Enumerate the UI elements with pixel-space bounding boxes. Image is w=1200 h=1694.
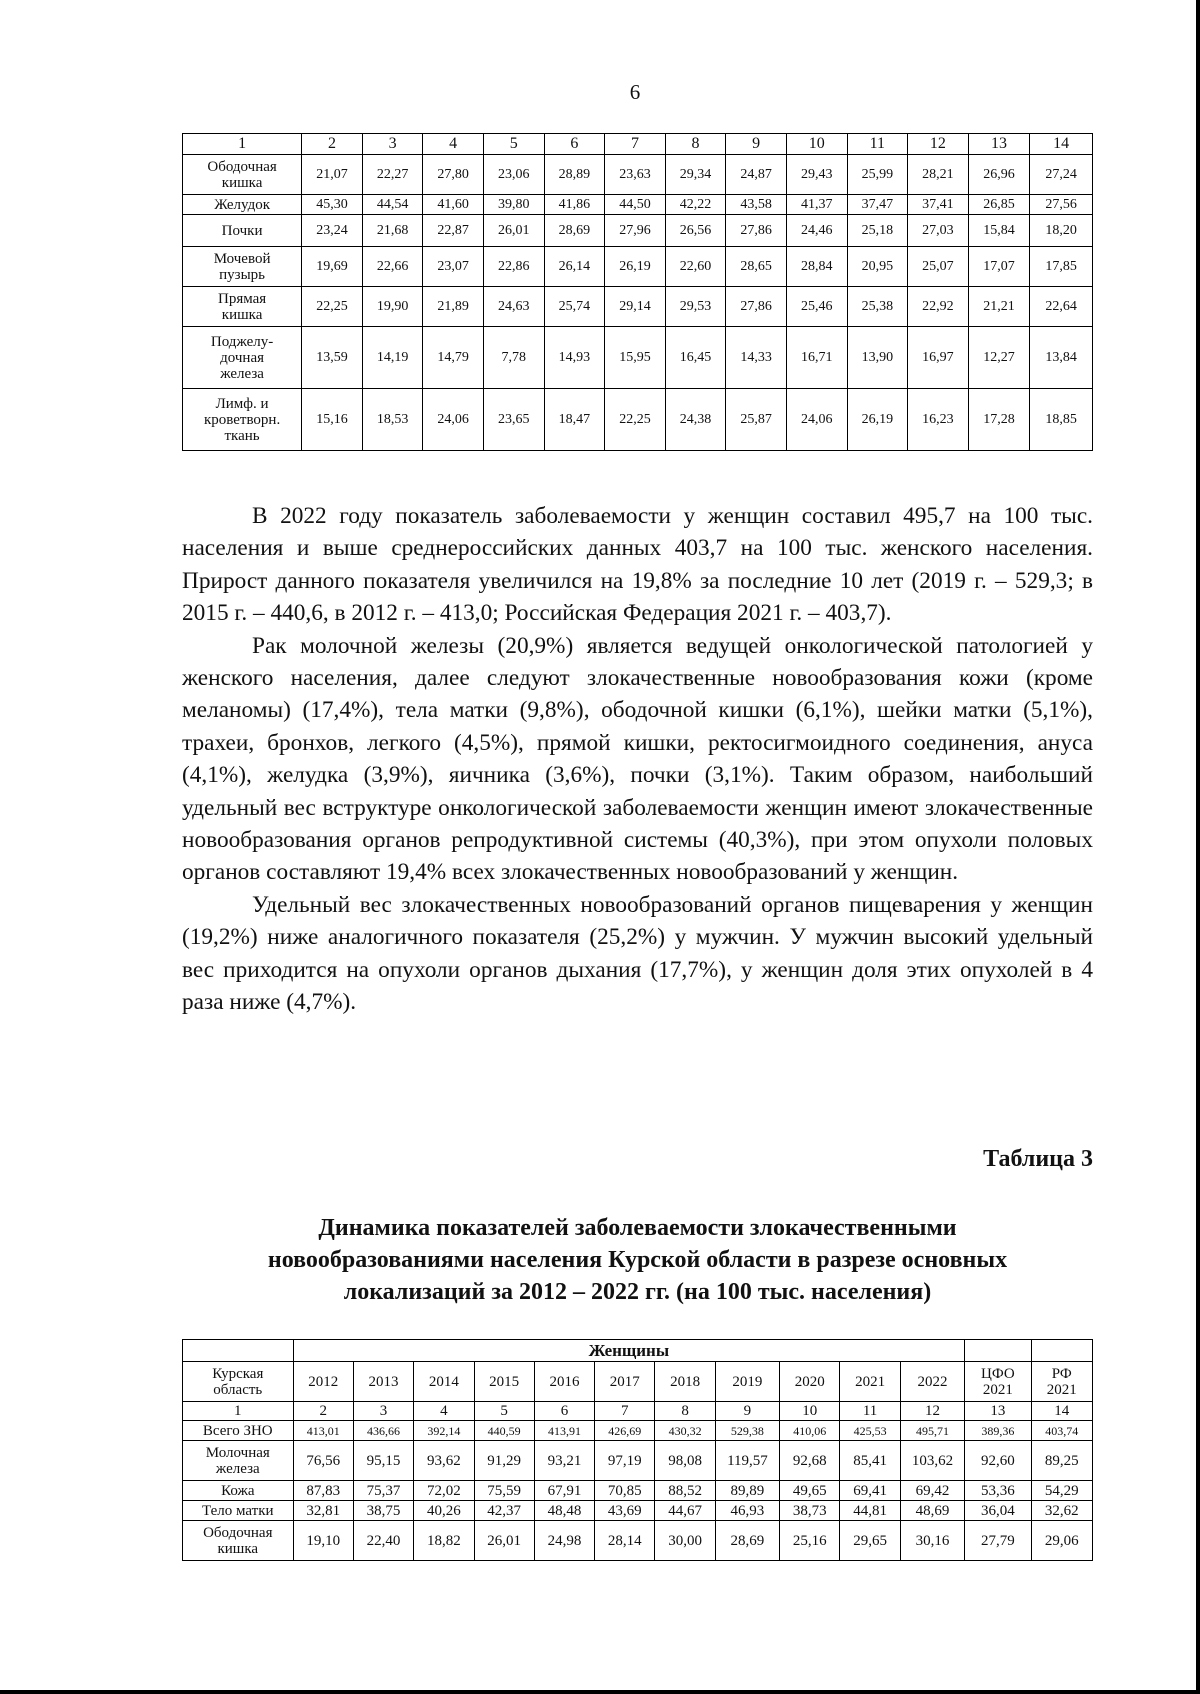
table-row [183, 389, 1093, 451]
table-cell: 38,73 [780, 1501, 840, 1521]
row-label [183, 1421, 294, 1441]
table-cell: 17,85 [1030, 247, 1093, 287]
table-cell: 43,58 [726, 195, 787, 215]
column-number: 3 [353, 1402, 413, 1421]
table-cell: 436,66 [353, 1421, 413, 1441]
table-cell: 440,59 [474, 1421, 534, 1441]
row-label-text: Мочевой [213, 250, 271, 267]
row-label-text: дочная [220, 349, 265, 366]
row-label-text: Кожа [221, 1482, 255, 1499]
table-cell: 27,86 [726, 287, 787, 327]
column-number: 12 [900, 1402, 964, 1421]
table-cell: 76,56 [293, 1441, 353, 1481]
empty-cell [183, 1340, 294, 1362]
table-cell: 14,19 [362, 327, 423, 389]
column-number: 7 [605, 134, 666, 155]
row-label [183, 287, 302, 327]
year-header: 2014 [414, 1362, 474, 1402]
table-row [183, 1421, 1093, 1441]
table-cell: 413,91 [534, 1421, 594, 1441]
page-number: 6 [629, 80, 641, 104]
cfo-header-text: 2021 [982, 1381, 1013, 1398]
table-cell: 32,81 [293, 1501, 353, 1521]
table-row [183, 1501, 1093, 1521]
table-title [182, 1212, 1093, 1308]
cfo-header-text: ЦФО [981, 1365, 1015, 1382]
column-number: 10 [786, 134, 847, 155]
table-cell: 28,69 [544, 215, 605, 247]
row-label [183, 195, 302, 215]
table-cell: 18,82 [414, 1521, 474, 1561]
row-label-text: пузырь [219, 266, 266, 283]
table-cell: 91,29 [474, 1441, 534, 1481]
table-cell: 430,32 [655, 1421, 715, 1441]
column-number: 8 [655, 1402, 715, 1421]
column-number: 8 [665, 134, 726, 155]
table-cell: 14,93 [544, 327, 605, 389]
table-cell: 119,57 [715, 1441, 779, 1481]
column-number: 6 [544, 134, 605, 155]
row-label [183, 389, 302, 451]
table-cell: 40,26 [414, 1501, 474, 1521]
table-cell: 23,07 [423, 247, 484, 287]
row-label [183, 247, 302, 287]
table-cell: 22,40 [353, 1521, 413, 1561]
table-cell: 67,91 [534, 1481, 594, 1501]
paragraph: В 2022 году показатель заболеваемости у женщин составил 495,7 на 100 тыс. населения и выше среднероссийских данных 403,7 на 100 тыс. женского населения. Прирост данного показателя увеличился на 19,8% за последние 10 лет (2019 г. – 529,3; в 2015 г. – 440,6, в 2012 г. – 413,0; Российская Федерация 2021 г. – 403,7). [182, 503, 1093, 627]
column-number: 13 [968, 134, 1030, 155]
table-row [183, 287, 1093, 327]
region-header-text: Курская [212, 1365, 264, 1382]
incidence-table-continued [182, 133, 1093, 451]
table-row [183, 1481, 1093, 1501]
row-label [183, 327, 302, 389]
table-cell: 46,93 [715, 1501, 779, 1521]
table-row [183, 247, 1093, 287]
table-cell: 22,87 [423, 215, 484, 247]
table-cell: 27,56 [1030, 195, 1093, 215]
table-cell: 28,84 [786, 247, 847, 287]
row-label-text: Поджелу- [210, 333, 274, 350]
table-cell: 25,87 [726, 389, 787, 451]
table-cell: 22,25 [605, 389, 666, 451]
table-cell: 27,03 [908, 215, 969, 247]
year-header: 2012 [293, 1362, 353, 1402]
table-cell: 89,25 [1031, 1441, 1092, 1481]
table-cell: 25,46 [786, 287, 847, 327]
table-cell: 88,52 [655, 1481, 715, 1501]
column-number: 1 [183, 1402, 294, 1421]
table-cell: 87,83 [293, 1481, 353, 1501]
table-cell: 44,81 [840, 1501, 900, 1521]
table-cell: 72,02 [414, 1481, 474, 1501]
table-cell: 42,22 [665, 195, 726, 215]
year-header: 2022 [900, 1362, 964, 1402]
year-header: 2021 [840, 1362, 900, 1402]
table-cell: 97,19 [595, 1441, 655, 1481]
table-cell: 28,21 [908, 155, 969, 195]
table-cell: 25,74 [544, 287, 605, 327]
column-number: 11 [847, 134, 908, 155]
scan-edge-bottom [0, 1690, 1200, 1694]
table-cell: 48,48 [534, 1501, 594, 1521]
table-cell: 16,23 [908, 389, 969, 451]
table-cell: 92,68 [780, 1441, 840, 1481]
row-label-text: Лимф. и [215, 395, 269, 412]
table-cell: 19,90 [362, 287, 423, 327]
table-cell: 93,62 [414, 1441, 474, 1481]
paragraph: Рак молочной железы (20,9%) является ведущей онкологической патологией у женского населения, далее следуют злокачественные новообразования кожи (кроме меланомы) (17,4%), тела матки (9,8%), ободочной кишки (6,1%), шейки матки (5,1%), трахеи, бронхов, легкого (4,5%), прямой кишки, ректосигмоидного соединения, ануса (4,1%), желудка (3,9%), яичника (3,6%), почки (3,1%). Таким образом, наибольший удельный вес вструктуре онкологической заболеваемости женщин имеют злокачественные новообразования органов репродуктивной системы (40,3%), при этом опухоли половых органов составляют 19,4% всех злокачественных новообразований у женщин. [182, 632, 1093, 886]
paragraph: Удельный вес злокачественных новообразований органов пищеварения у женщин (19,2%) ниже аналогичного показателя (25,2%) у мужчин. У мужчин высокий удельный вес приходится на опухоли органов дыхания (17,7%), у женщин доля этих опухолей в 4 раза ниже (4,7%). [182, 891, 1093, 1016]
table-cell: 12,27 [968, 327, 1030, 389]
row-label-text: Молочная [205, 1444, 270, 1461]
row-label [183, 1501, 294, 1521]
table-cell: 26,85 [968, 195, 1030, 215]
table-cell: 49,65 [780, 1481, 840, 1501]
year-header: 2018 [655, 1362, 715, 1402]
table-cell: 17,28 [968, 389, 1030, 451]
table-cell: 37,47 [847, 195, 908, 215]
table-cell: 89,89 [715, 1481, 779, 1501]
table-cell: 30,00 [655, 1521, 715, 1561]
table-cell: 22,86 [483, 247, 544, 287]
year-header: 2020 [780, 1362, 840, 1402]
table-cell: 45,30 [302, 195, 363, 215]
table-cell: 39,80 [483, 195, 544, 215]
row-label [183, 155, 302, 195]
table-cell: 22,64 [1030, 287, 1093, 327]
table-cell: 26,19 [847, 389, 908, 451]
table-cell: 21,89 [423, 287, 484, 327]
empty-cell [1031, 1340, 1092, 1362]
year-header: 2017 [595, 1362, 655, 1402]
table-cell: 25,18 [847, 215, 908, 247]
row-label-text: кишка [221, 174, 263, 191]
table-cell: 29,53 [665, 287, 726, 327]
table-cell: 16,45 [665, 327, 726, 389]
table-cell: 44,54 [362, 195, 423, 215]
table-cell: 22,66 [362, 247, 423, 287]
table-title-line: новообразованиями населения Курской области в разрезе основных [267, 1247, 1008, 1273]
table-cell: 22,60 [665, 247, 726, 287]
table-cell: 14,79 [423, 327, 484, 389]
row-label-text: Всего ЗНО [202, 1422, 273, 1439]
column-number: 5 [483, 134, 544, 155]
table-cell: 44,67 [655, 1501, 715, 1521]
year-header: 2015 [474, 1362, 534, 1402]
table-cell: 26,19 [605, 247, 666, 287]
table-title-line: Динамика показателей заболеваемости злокачественными [318, 1215, 957, 1241]
column-number: 11 [840, 1402, 900, 1421]
table-cell: 23,65 [483, 389, 544, 451]
table-cell: 529,38 [715, 1421, 779, 1441]
table-cell: 426,69 [595, 1421, 655, 1441]
table-cell: 24,87 [726, 155, 787, 195]
column-number: 13 [965, 1402, 1031, 1421]
table-cell: 14,33 [726, 327, 787, 389]
table-cell: 48,69 [900, 1501, 964, 1521]
table-cell: 20,95 [847, 247, 908, 287]
table-cell: 44,50 [605, 195, 666, 215]
region-header-text: область [213, 1381, 263, 1398]
table-cell: 22,92 [908, 287, 969, 327]
table-cell: 54,29 [1031, 1481, 1092, 1501]
table-cell: 37,41 [908, 195, 969, 215]
table-row [183, 215, 1093, 247]
table-cell: 18,85 [1030, 389, 1093, 451]
table-cell: 13,90 [847, 327, 908, 389]
table-row [183, 195, 1093, 215]
table-cell: 29,14 [605, 287, 666, 327]
table-cell: 93,21 [534, 1441, 594, 1481]
table-cell: 21,68 [362, 215, 423, 247]
column-number: 10 [780, 1402, 840, 1421]
year-header: 2016 [534, 1362, 594, 1402]
table-cell: 95,15 [353, 1441, 413, 1481]
rf-header [1031, 1362, 1092, 1402]
table-cell: 7,78 [483, 327, 544, 389]
table-cell: 15,95 [605, 327, 666, 389]
table-cell: 15,84 [968, 215, 1030, 247]
table-cell: 403,74 [1031, 1421, 1092, 1441]
table-cell: 410,06 [780, 1421, 840, 1441]
table-row [183, 1441, 1093, 1481]
table-cell: 425,53 [840, 1421, 900, 1441]
table-cell: 25,16 [780, 1521, 840, 1561]
row-label-text: Желудок [214, 196, 270, 213]
table-cell: 18,53 [362, 389, 423, 451]
row-label [183, 1441, 294, 1481]
table-cell: 19,10 [293, 1521, 353, 1561]
rf-header-text: 2021 [1046, 1381, 1077, 1398]
table-cell: 41,86 [544, 195, 605, 215]
table-cell: 24,63 [483, 287, 544, 327]
table-cell: 27,79 [965, 1521, 1031, 1561]
table-cell: 21,21 [968, 287, 1030, 327]
table-cell: 26,14 [544, 247, 605, 287]
row-label-text: Почки [221, 222, 263, 239]
row-label-text: железа [220, 365, 264, 382]
table-cell: 41,37 [786, 195, 847, 215]
table-cell: 23,24 [302, 215, 363, 247]
body-text [182, 500, 1093, 1019]
column-number: 3 [362, 134, 423, 155]
row-label-text: Ободочная [203, 1524, 273, 1541]
table-group-header-row [183, 1340, 1093, 1362]
table-cell: 70,85 [595, 1481, 655, 1501]
table-cell: 28,69 [715, 1521, 779, 1561]
row-label-text: кроветворн. [203, 411, 281, 428]
row-label [183, 1521, 294, 1561]
table-cell: 23,63 [605, 155, 666, 195]
column-number: 9 [726, 134, 787, 155]
table-cell: 43,69 [595, 1501, 655, 1521]
table-cell: 24,06 [786, 389, 847, 451]
table-cell: 30,16 [900, 1521, 964, 1561]
table-cell: 24,06 [423, 389, 484, 451]
year-header: 2013 [353, 1362, 413, 1402]
table-cell: 41,60 [423, 195, 484, 215]
table-row [183, 1521, 1093, 1561]
year-header: 2019 [715, 1362, 779, 1402]
table-cell: 15,16 [302, 389, 363, 451]
table-cell: 69,42 [900, 1481, 964, 1501]
row-label-text: Ободочная [207, 158, 277, 175]
row-label-text: кишка [217, 1540, 259, 1557]
table-cell: 25,99 [847, 155, 908, 195]
table-cell: 18,47 [544, 389, 605, 451]
table-cell: 22,25 [302, 287, 363, 327]
column-number: 12 [908, 134, 969, 155]
table-row [183, 327, 1093, 389]
table-cell: 23,06 [483, 155, 544, 195]
table-cell: 98,08 [655, 1441, 715, 1481]
table-label: Таблица 3 [983, 1146, 1093, 1172]
table-cell: 392,14 [414, 1421, 474, 1441]
table-number-row [183, 1402, 1093, 1421]
column-number: 4 [423, 134, 484, 155]
table-cell: 28,14 [595, 1521, 655, 1561]
table-cell: 21,07 [302, 155, 363, 195]
table-cell: 28,89 [544, 155, 605, 195]
row-label-text: кишка [221, 306, 263, 323]
row-label-text: ткань [224, 427, 260, 444]
cfo-header [965, 1362, 1031, 1402]
table-cell: 75,37 [353, 1481, 413, 1501]
rf-header-text: РФ [1051, 1365, 1072, 1382]
empty-cell [965, 1340, 1031, 1362]
table-cell: 25,07 [908, 247, 969, 287]
table-cell: 27,80 [423, 155, 484, 195]
table-cell: 92,60 [965, 1441, 1031, 1481]
table-cell: 38,75 [353, 1501, 413, 1521]
table-cell: 36,04 [965, 1501, 1031, 1521]
table-year-row [183, 1362, 1093, 1402]
table-cell: 32,62 [1031, 1501, 1092, 1521]
table-header-row [183, 134, 1093, 155]
table-cell: 42,37 [474, 1501, 534, 1521]
table-cell: 413,01 [293, 1421, 353, 1441]
table-cell: 24,46 [786, 215, 847, 247]
table-cell: 69,41 [840, 1481, 900, 1501]
row-label-text: Тело матки [202, 1502, 274, 1519]
table-cell: 26,56 [665, 215, 726, 247]
column-number: 14 [1031, 1402, 1092, 1421]
table-cell: 389,36 [965, 1421, 1031, 1441]
table-cell: 26,01 [483, 215, 544, 247]
column-number: 4 [414, 1402, 474, 1421]
table-cell: 28,65 [726, 247, 787, 287]
table-cell: 24,98 [534, 1521, 594, 1561]
scan-edge-right [1196, 0, 1200, 1694]
table-cell: 18,20 [1030, 215, 1093, 247]
table-cell: 19,69 [302, 247, 363, 287]
table-cell: 29,43 [786, 155, 847, 195]
table-cell: 27,96 [605, 215, 666, 247]
table-cell: 24,38 [665, 389, 726, 451]
table-cell: 22,27 [362, 155, 423, 195]
table-row [183, 155, 1093, 195]
table-cell: 26,96 [968, 155, 1030, 195]
table-cell: 16,97 [908, 327, 969, 389]
column-number: 6 [534, 1402, 594, 1421]
table-cell: 25,38 [847, 287, 908, 327]
table-cell: 29,34 [665, 155, 726, 195]
table-cell: 16,71 [786, 327, 847, 389]
row-label [183, 215, 302, 247]
table-cell: 85,41 [840, 1441, 900, 1481]
table-cell: 27,24 [1030, 155, 1093, 195]
column-number: 5 [474, 1402, 534, 1421]
table-cell: 103,62 [900, 1441, 964, 1481]
table-cell: 29,06 [1031, 1521, 1092, 1561]
table-cell: 17,07 [968, 247, 1030, 287]
table-cell: 53,36 [965, 1481, 1031, 1501]
column-number: 2 [293, 1402, 353, 1421]
table-cell: 13,84 [1030, 327, 1093, 389]
women-incidence-table [182, 1339, 1093, 1561]
row-label-text: Прямая [217, 290, 267, 307]
group-header: Женщины [293, 1340, 965, 1362]
table-title-line: локализаций за 2012 – 2022 гг. (на 100 тыс. населения) [343, 1279, 932, 1305]
row-label [183, 1481, 294, 1501]
column-number: 2 [302, 134, 363, 155]
region-header [183, 1362, 294, 1402]
table-cell: 29,65 [840, 1521, 900, 1561]
column-number: 9 [715, 1402, 779, 1421]
table-cell: 26,01 [474, 1521, 534, 1561]
column-number: 14 [1030, 134, 1093, 155]
row-label-text: железа [215, 1460, 260, 1477]
table-cell: 75,59 [474, 1481, 534, 1501]
table-cell: 27,86 [726, 215, 787, 247]
column-number: 1 [183, 134, 302, 155]
table-cell: 13,59 [302, 327, 363, 389]
column-number: 7 [595, 1402, 655, 1421]
table-cell: 495,71 [900, 1421, 964, 1441]
